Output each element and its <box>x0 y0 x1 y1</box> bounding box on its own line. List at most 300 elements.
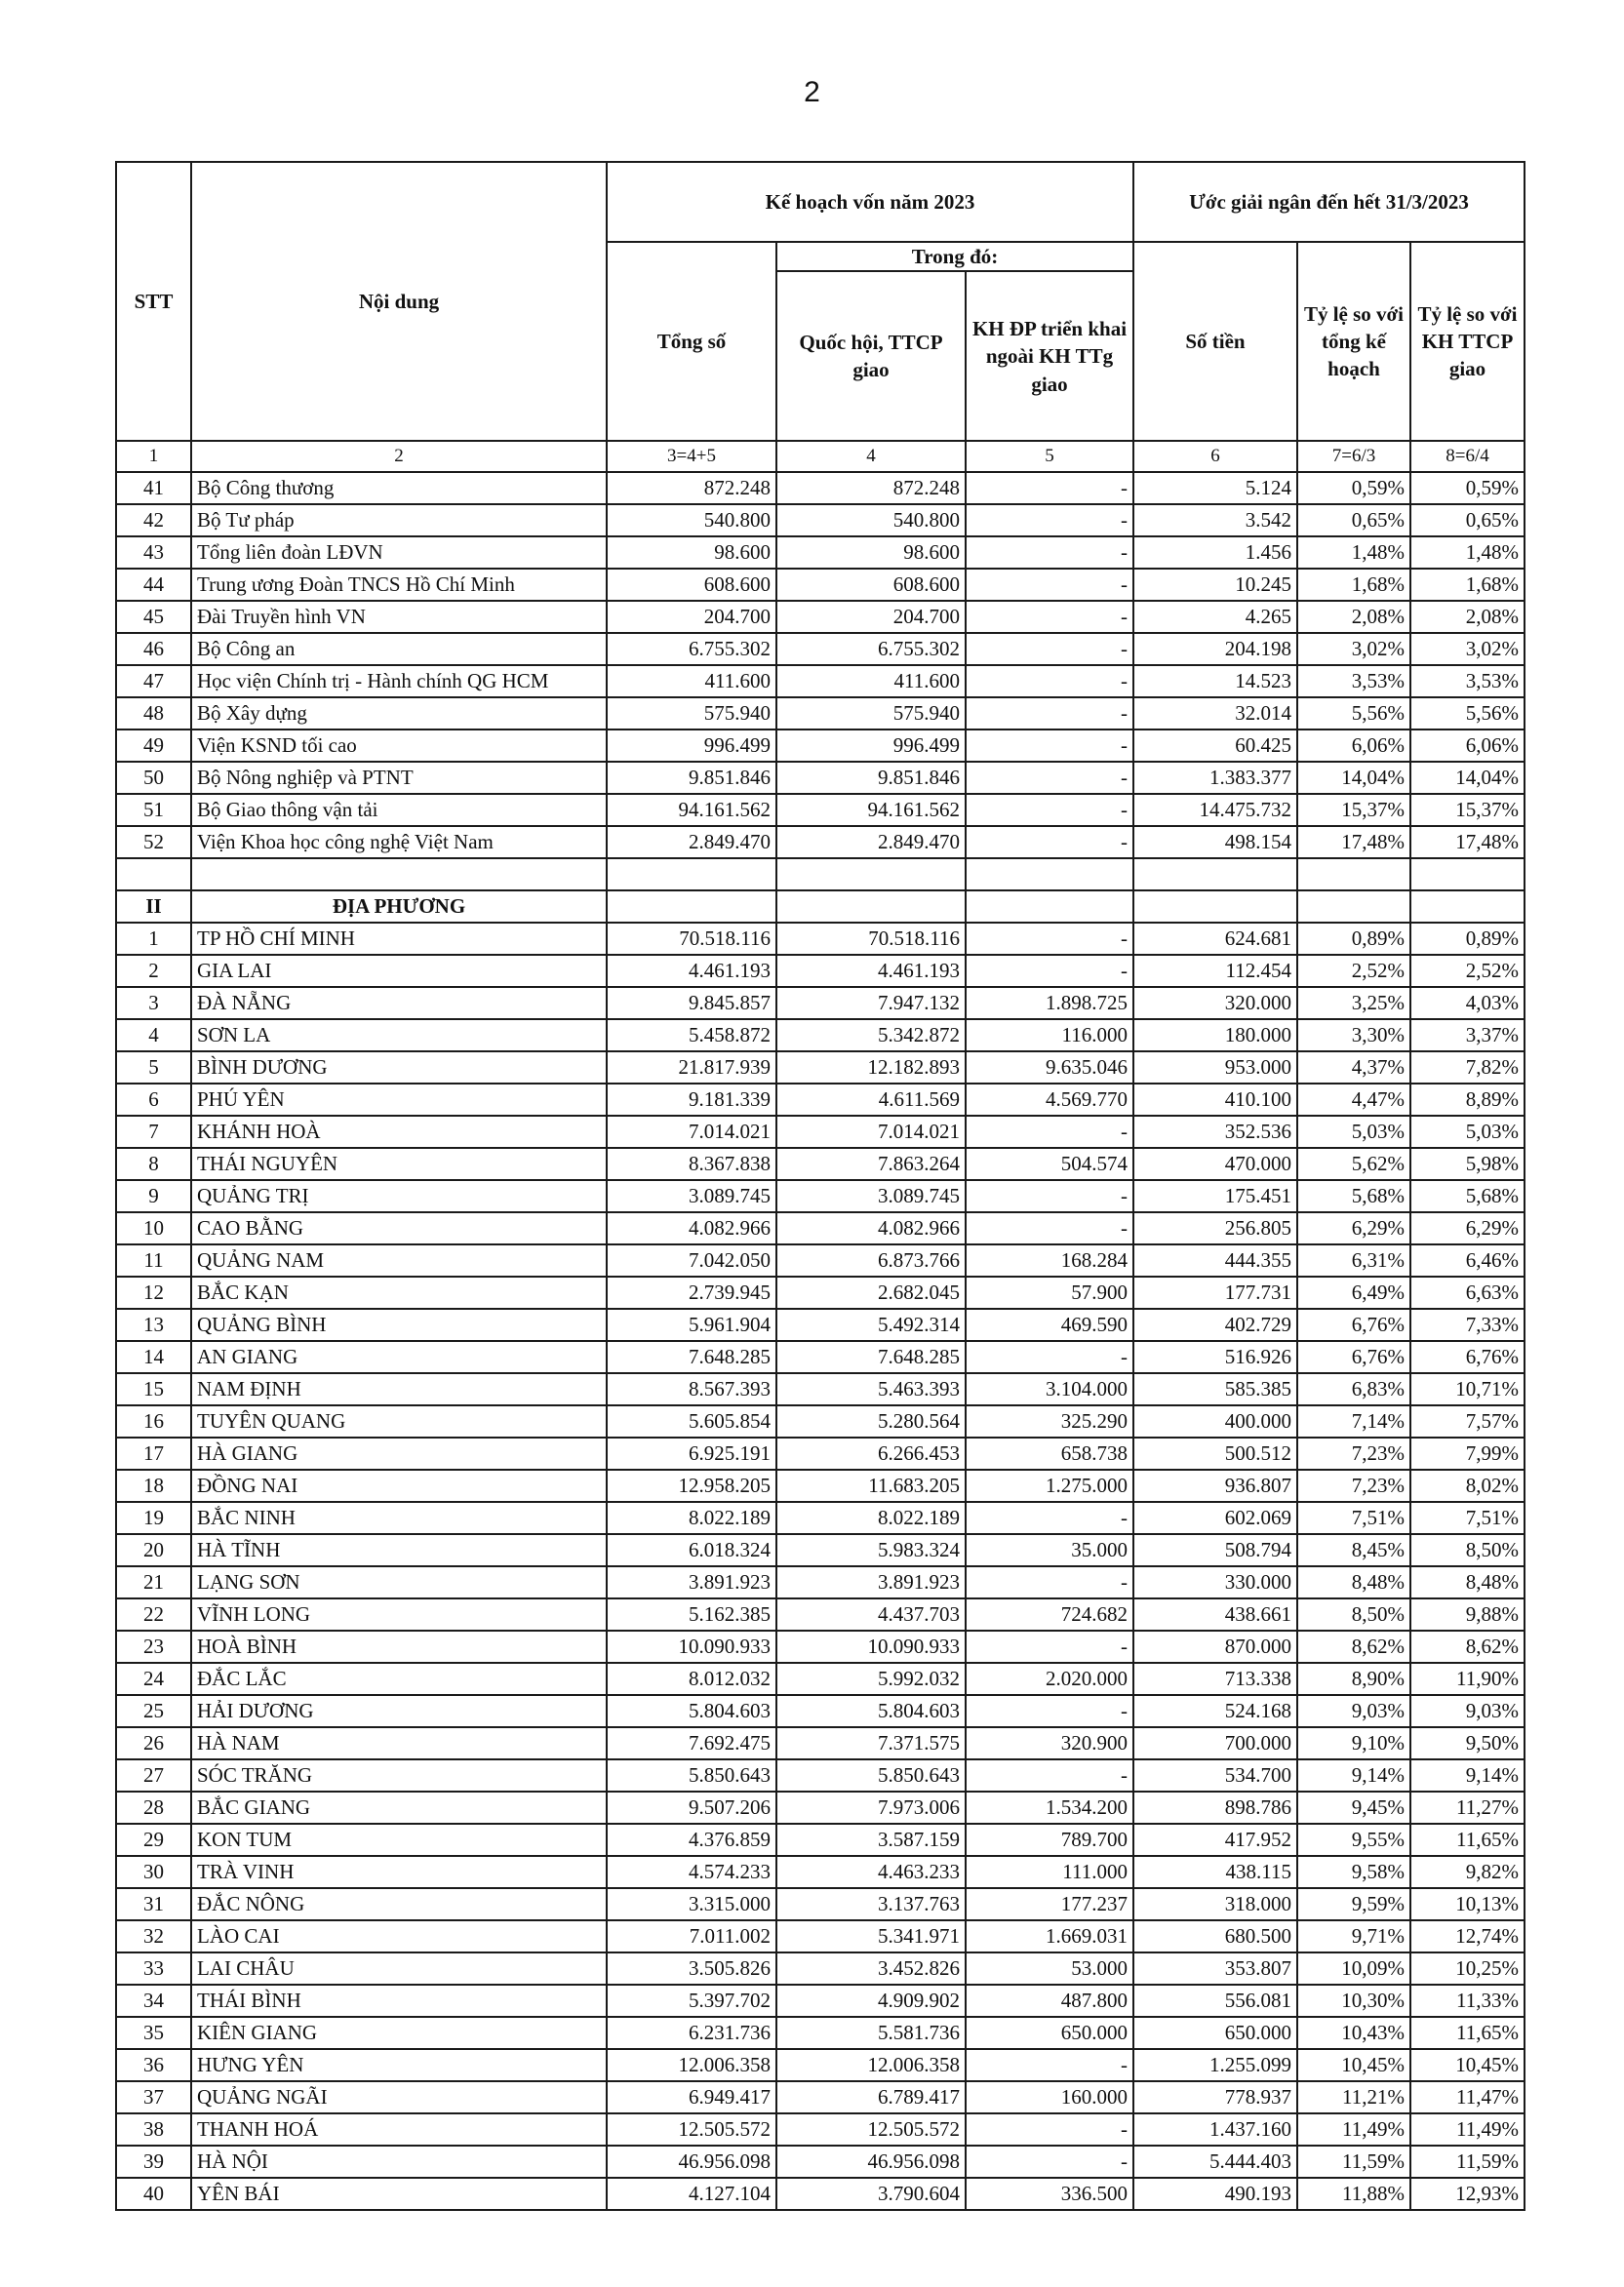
cell-ty-le-tong: 10,30% <box>1297 1985 1410 2017</box>
cell-stt: 45 <box>116 601 191 633</box>
cell-ty-le-tong: 8,48% <box>1297 1566 1410 1598</box>
cell-ty-le-kh: 9,50% <box>1410 1727 1525 1759</box>
cell-ty-le-kh: 7,99% <box>1410 1438 1525 1470</box>
cell-ty-le-kh: 0,65% <box>1410 504 1525 536</box>
cell-quoc-hoi: 7.973.006 <box>776 1792 966 1824</box>
cell-kh-dp: 1.898.725 <box>966 987 1133 1019</box>
cell-ty-le-kh: 2,52% <box>1410 955 1525 987</box>
cell-stt: 43 <box>116 536 191 569</box>
cell-kh-dp: 1.275.000 <box>966 1470 1133 1502</box>
cell-ty-le-tong: 9,55% <box>1297 1824 1410 1856</box>
cell-so-tien: 1.383.377 <box>1133 762 1297 794</box>
cell-quoc-hoi: 5.992.032 <box>776 1663 966 1695</box>
cell-kh-dp: - <box>966 794 1133 826</box>
cell-stt: 51 <box>116 794 191 826</box>
cell-ty-le-tong: 6,83% <box>1297 1373 1410 1405</box>
cell-so-tien: 353.807 <box>1133 1952 1297 1985</box>
cell-so-tien: 898.786 <box>1133 1792 1297 1824</box>
cell-ty-le-tong: 9,14% <box>1297 1759 1410 1792</box>
blank-cell <box>966 858 1133 890</box>
blank-cell <box>607 858 776 890</box>
cell-ty-le-kh: 17,48% <box>1410 826 1525 858</box>
cell-stt: 11 <box>116 1244 191 1277</box>
cell-tong-so: 2.739.945 <box>607 1277 776 1309</box>
cell-kh-dp: - <box>966 1180 1133 1212</box>
cell-stt: 30 <box>116 1856 191 1888</box>
cell-quoc-hoi: 2.682.045 <box>776 1277 966 1309</box>
col-number: 5 <box>966 441 1133 472</box>
cell-ty-le-kh: 11,59% <box>1410 2146 1525 2178</box>
cell-so-tien: 713.338 <box>1133 1663 1297 1695</box>
cell-quoc-hoi: 5.581.736 <box>776 2017 966 2049</box>
cell-quoc-hoi: 5.850.643 <box>776 1759 966 1792</box>
cell-kh-dp: 9.635.046 <box>966 1051 1133 1084</box>
cell-stt: 50 <box>116 762 191 794</box>
cell-ty-le-kh: 3,02% <box>1410 633 1525 665</box>
blank-cell <box>607 890 776 923</box>
cell-ty-le-tong: 9,71% <box>1297 1920 1410 1952</box>
table-row <box>116 2017 1525 2049</box>
cell-ty-le-kh: 1,68% <box>1410 569 1525 601</box>
cell-tong-so: 6.231.736 <box>607 2017 776 2049</box>
table-row <box>116 1019 1525 1051</box>
header-ty-le-tong: Tỷ lệ so với tổng kế hoạch <box>1297 242 1410 441</box>
cell-noi-dung: LÀO CAI <box>191 1920 607 1952</box>
cell-tong-so: 5.961.904 <box>607 1309 776 1341</box>
cell-kh-dp: 469.590 <box>966 1309 1133 1341</box>
cell-so-tien: 5.444.403 <box>1133 2146 1297 2178</box>
table-row <box>116 601 1525 633</box>
cell-ty-le-kh: 8,02% <box>1410 1470 1525 1502</box>
header-uoc-giai-ngan: Ước giải ngân đến hết 31/3/2023 <box>1133 162 1525 242</box>
cell-quoc-hoi: 46.956.098 <box>776 2146 966 2178</box>
cell-tong-so: 8.022.189 <box>607 1502 776 1534</box>
col-number: 8=6/4 <box>1410 441 1525 472</box>
cell-quoc-hoi: 7.947.132 <box>776 987 966 1019</box>
cell-ty-le-kh: 11,27% <box>1410 1792 1525 1824</box>
cell-ty-le-tong: 9,59% <box>1297 1888 1410 1920</box>
cell-quoc-hoi: 7.648.285 <box>776 1341 966 1373</box>
cell-quoc-hoi: 996.499 <box>776 729 966 762</box>
cell-stt: 23 <box>116 1631 191 1663</box>
cell-tong-so: 4.574.233 <box>607 1856 776 1888</box>
cell-stt: 44 <box>116 569 191 601</box>
cell-tong-so: 9.181.339 <box>607 1084 776 1116</box>
col-number: 1 <box>116 441 191 472</box>
cell-quoc-hoi: 7.863.264 <box>776 1148 966 1180</box>
cell-stt: 49 <box>116 729 191 762</box>
column-number-row <box>116 441 1525 472</box>
cell-ty-le-tong: 10,45% <box>1297 2049 1410 2081</box>
cell-kh-dp: - <box>966 762 1133 794</box>
cell-tong-so: 7.692.475 <box>607 1727 776 1759</box>
table-row <box>116 1727 1525 1759</box>
cell-so-tien: 1.255.099 <box>1133 2049 1297 2081</box>
cell-tong-so: 4.127.104 <box>607 2178 776 2210</box>
cell-tong-so: 21.817.939 <box>607 1051 776 1084</box>
cell-kh-dp: 2.020.000 <box>966 1663 1133 1695</box>
cell-so-tien: 60.425 <box>1133 729 1297 762</box>
cell-quoc-hoi: 540.800 <box>776 504 966 536</box>
table-row <box>116 1341 1525 1373</box>
cell-tong-so: 608.600 <box>607 569 776 601</box>
cell-quoc-hoi: 4.463.233 <box>776 1856 966 1888</box>
table-row <box>116 1212 1525 1244</box>
cell-ty-le-kh: 10,45% <box>1410 2049 1525 2081</box>
blank-cell <box>1133 890 1297 923</box>
cell-tong-so: 4.461.193 <box>607 955 776 987</box>
table-row <box>116 1309 1525 1341</box>
cell-ty-le-tong: 1,48% <box>1297 536 1410 569</box>
cell-ty-le-kh: 7,51% <box>1410 1502 1525 1534</box>
cell-stt: 27 <box>116 1759 191 1792</box>
cell-noi-dung: Bộ Công thương <box>191 472 607 504</box>
cell-noi-dung: Bộ Giao thông vận tải <box>191 794 607 826</box>
table-row <box>116 826 1525 858</box>
cell-so-tien: 438.661 <box>1133 1598 1297 1631</box>
cell-stt: 35 <box>116 2017 191 2049</box>
table-row <box>116 1631 1525 1663</box>
cell-quoc-hoi: 5.492.314 <box>776 1309 966 1341</box>
header-trong-do: Trong đó: <box>776 242 1133 271</box>
table-row <box>116 1824 1525 1856</box>
table-row <box>116 1888 1525 1920</box>
cell-so-tien: 444.355 <box>1133 1244 1297 1277</box>
cell-noi-dung: BẮC GIANG <box>191 1792 607 1824</box>
cell-ty-le-kh: 5,56% <box>1410 697 1525 729</box>
cell-kh-dp: - <box>966 2049 1133 2081</box>
cell-quoc-hoi: 3.891.923 <box>776 1566 966 1598</box>
cell-noi-dung: VĨNH LONG <box>191 1598 607 1631</box>
header-quoc-hoi: Quốc hội, TTCP giao <box>776 271 966 441</box>
cell-so-tien: 14.523 <box>1133 665 1297 697</box>
cell-so-tien: 534.700 <box>1133 1759 1297 1792</box>
cell-quoc-hoi: 5.983.324 <box>776 1534 966 1566</box>
cell-so-tien: 417.952 <box>1133 1824 1297 1856</box>
cell-noi-dung: Bộ Nông nghiệp và PTNT <box>191 762 607 794</box>
cell-kh-dp: - <box>966 569 1133 601</box>
cell-kh-dp: 320.900 <box>966 1727 1133 1759</box>
cell-kh-dp: - <box>966 472 1133 504</box>
cell-quoc-hoi: 4.461.193 <box>776 955 966 987</box>
cell-noi-dung: TP HỒ CHÍ MINH <box>191 923 607 955</box>
cell-ty-le-tong: 5,68% <box>1297 1180 1410 1212</box>
cell-kh-dp: 724.682 <box>966 1598 1133 1631</box>
blank-cell <box>776 858 966 890</box>
cell-noi-dung: YÊN BÁI <box>191 2178 607 2210</box>
cell-noi-dung: CAO BẰNG <box>191 1212 607 1244</box>
cell-so-tien: 14.475.732 <box>1133 794 1297 826</box>
cell-stt: 3 <box>116 987 191 1019</box>
table-row <box>116 1470 1525 1502</box>
cell-ty-le-tong: 9,45% <box>1297 1792 1410 1824</box>
cell-stt: 42 <box>116 504 191 536</box>
cell-ty-le-kh: 6,63% <box>1410 1277 1525 1309</box>
table-row <box>116 987 1525 1019</box>
disbursement-table <box>115 161 1525 2211</box>
cell-so-tien: 500.512 <box>1133 1438 1297 1470</box>
cell-stt: 8 <box>116 1148 191 1180</box>
cell-tong-so: 204.700 <box>607 601 776 633</box>
table-row <box>116 1180 1525 1212</box>
cell-noi-dung: HÀ TĨNH <box>191 1534 607 1566</box>
cell-ty-le-tong: 4,47% <box>1297 1084 1410 1116</box>
cell-quoc-hoi: 4.437.703 <box>776 1598 966 1631</box>
cell-ty-le-kh: 3,37% <box>1410 1019 1525 1051</box>
cell-kh-dp: - <box>966 1341 1133 1373</box>
cell-stt: 2 <box>116 955 191 987</box>
cell-ty-le-kh: 11,33% <box>1410 1985 1525 2017</box>
cell-ty-le-kh: 15,37% <box>1410 794 1525 826</box>
cell-so-tien: 320.000 <box>1133 987 1297 1019</box>
cell-stt: 48 <box>116 697 191 729</box>
col-number: 7=6/3 <box>1297 441 1410 472</box>
cell-kh-dp: - <box>966 2113 1133 2146</box>
cell-stt: 15 <box>116 1373 191 1405</box>
blank-cell <box>1410 858 1525 890</box>
cell-tong-so: 5.397.702 <box>607 1985 776 2017</box>
cell-noi-dung: Bộ Công an <box>191 633 607 665</box>
cell-ty-le-tong: 6,49% <box>1297 1277 1410 1309</box>
cell-kh-dp: 658.738 <box>966 1438 1133 1470</box>
section-title: ĐỊA PHƯƠNG <box>191 890 607 923</box>
cell-so-tien: 112.454 <box>1133 955 1297 987</box>
cell-stt: 41 <box>116 472 191 504</box>
cell-kh-dp: 111.000 <box>966 1856 1133 1888</box>
cell-kh-dp: 177.237 <box>966 1888 1133 1920</box>
table-row <box>116 633 1525 665</box>
cell-tong-so: 411.600 <box>607 665 776 697</box>
table-row <box>116 1985 1525 2017</box>
table-row <box>116 536 1525 569</box>
cell-so-tien: 180.000 <box>1133 1019 1297 1051</box>
cell-noi-dung: ĐẮC LẮC <box>191 1663 607 1695</box>
cell-ty-le-kh: 5,98% <box>1410 1148 1525 1180</box>
cell-quoc-hoi: 6.755.302 <box>776 633 966 665</box>
table-row <box>116 1695 1525 1727</box>
col-number: 2 <box>191 441 607 472</box>
header-tong-so: Tổng số <box>607 242 776 441</box>
table-row <box>116 1759 1525 1792</box>
cell-tong-so: 872.248 <box>607 472 776 504</box>
cell-ty-le-kh: 8,48% <box>1410 1566 1525 1598</box>
cell-noi-dung: AN GIANG <box>191 1341 607 1373</box>
cell-stt: 19 <box>116 1502 191 1534</box>
cell-noi-dung: ĐỒNG NAI <box>191 1470 607 1502</box>
cell-stt: 25 <box>116 1695 191 1727</box>
cell-kh-dp: 57.900 <box>966 1277 1133 1309</box>
cell-tong-so: 3.505.826 <box>607 1952 776 1985</box>
cell-tong-so: 7.648.285 <box>607 1341 776 1373</box>
cell-noi-dung: HẢI DƯƠNG <box>191 1695 607 1727</box>
cell-ty-le-kh: 7,82% <box>1410 1051 1525 1084</box>
cell-ty-le-tong: 6,29% <box>1297 1212 1410 1244</box>
cell-tong-so: 3.089.745 <box>607 1180 776 1212</box>
cell-ty-le-kh: 8,89% <box>1410 1084 1525 1116</box>
cell-stt: 26 <box>116 1727 191 1759</box>
cell-quoc-hoi: 3.452.826 <box>776 1952 966 1985</box>
cell-so-tien: 680.500 <box>1133 1920 1297 1952</box>
cell-ty-le-kh: 6,06% <box>1410 729 1525 762</box>
cell-noi-dung: ĐẮC NÔNG <box>191 1888 607 1920</box>
cell-ty-le-kh: 6,29% <box>1410 1212 1525 1244</box>
cell-ty-le-tong: 2,52% <box>1297 955 1410 987</box>
table-row <box>116 2178 1525 2210</box>
table-row <box>116 569 1525 601</box>
cell-ty-le-tong: 17,48% <box>1297 826 1410 858</box>
cell-tong-so: 12.958.205 <box>607 1470 776 1502</box>
cell-noi-dung: Học viện Chính trị - Hành chính QG HCM <box>191 665 607 697</box>
cell-noi-dung: THÁI BÌNH <box>191 1985 607 2017</box>
cell-ty-le-tong: 7,23% <box>1297 1438 1410 1470</box>
table-row <box>116 472 1525 504</box>
cell-stt: 16 <box>116 1405 191 1438</box>
cell-kh-dp: - <box>966 1566 1133 1598</box>
cell-tong-so: 8.567.393 <box>607 1373 776 1405</box>
cell-stt: 22 <box>116 1598 191 1631</box>
cell-so-tien: 318.000 <box>1133 1888 1297 1920</box>
cell-so-tien: 650.000 <box>1133 2017 1297 2049</box>
section-header-row <box>116 890 1525 923</box>
cell-stt: 38 <box>116 2113 191 2146</box>
cell-stt: 28 <box>116 1792 191 1824</box>
cell-tong-so: 94.161.562 <box>607 794 776 826</box>
cell-so-tien: 4.265 <box>1133 601 1297 633</box>
cell-tong-so: 70.518.116 <box>607 923 776 955</box>
cell-so-tien: 936.807 <box>1133 1470 1297 1502</box>
cell-so-tien: 470.000 <box>1133 1148 1297 1180</box>
cell-stt: 20 <box>116 1534 191 1566</box>
cell-so-tien: 556.081 <box>1133 1985 1297 2017</box>
table-row <box>116 2081 1525 2113</box>
cell-tong-so: 8.012.032 <box>607 1663 776 1695</box>
cell-quoc-hoi: 5.341.971 <box>776 1920 966 1952</box>
cell-so-tien: 870.000 <box>1133 1631 1297 1663</box>
cell-so-tien: 3.542 <box>1133 504 1297 536</box>
cell-tong-so: 5.458.872 <box>607 1019 776 1051</box>
cell-ty-le-kh: 11,65% <box>1410 2017 1525 2049</box>
cell-stt: 10 <box>116 1212 191 1244</box>
cell-stt: 18 <box>116 1470 191 1502</box>
cell-noi-dung: THÁI NGUYÊN <box>191 1148 607 1180</box>
cell-ty-le-tong: 5,56% <box>1297 697 1410 729</box>
cell-kh-dp: 4.569.770 <box>966 1084 1133 1116</box>
cell-ty-le-tong: 8,62% <box>1297 1631 1410 1663</box>
cell-quoc-hoi: 6.873.766 <box>776 1244 966 1277</box>
cell-stt: 36 <box>116 2049 191 2081</box>
cell-tong-so: 5.605.854 <box>607 1405 776 1438</box>
cell-stt: 31 <box>116 1888 191 1920</box>
cell-kh-dp: 789.700 <box>966 1824 1133 1856</box>
cell-ty-le-tong: 6,06% <box>1297 729 1410 762</box>
blank-cell <box>191 858 607 890</box>
table-row <box>116 1084 1525 1116</box>
cell-stt: 52 <box>116 826 191 858</box>
cell-tong-so: 7.014.021 <box>607 1116 776 1148</box>
cell-ty-le-kh: 11,65% <box>1410 1824 1525 1856</box>
cell-ty-le-tong: 0,89% <box>1297 923 1410 955</box>
cell-ty-le-tong: 6,76% <box>1297 1309 1410 1341</box>
table-row <box>116 697 1525 729</box>
table-row <box>116 1534 1525 1566</box>
cell-ty-le-kh: 9,14% <box>1410 1759 1525 1792</box>
cell-ty-le-tong: 10,43% <box>1297 2017 1410 2049</box>
cell-so-tien: 508.794 <box>1133 1534 1297 1566</box>
cell-tong-so: 7.042.050 <box>607 1244 776 1277</box>
cell-tong-so: 2.849.470 <box>607 826 776 858</box>
blank-cell <box>116 858 191 890</box>
cell-ty-le-kh: 0,59% <box>1410 472 1525 504</box>
blank-cell <box>1297 858 1410 890</box>
cell-ty-le-tong: 2,08% <box>1297 601 1410 633</box>
table-row <box>116 1244 1525 1277</box>
cell-ty-le-kh: 10,13% <box>1410 1888 1525 1920</box>
cell-noi-dung: PHÚ YÊN <box>191 1084 607 1116</box>
table-row <box>116 665 1525 697</box>
cell-so-tien: 490.193 <box>1133 2178 1297 2210</box>
cell-noi-dung: QUẢNG NAM <box>191 1244 607 1277</box>
blank-cell <box>1410 890 1525 923</box>
cell-ty-le-kh: 10,25% <box>1410 1952 1525 1985</box>
cell-kh-dp: 336.500 <box>966 2178 1133 2210</box>
cell-ty-le-tong: 11,59% <box>1297 2146 1410 2178</box>
table-row <box>116 794 1525 826</box>
cell-so-tien: 498.154 <box>1133 826 1297 858</box>
cell-noi-dung: Bộ Xây dựng <box>191 697 607 729</box>
cell-tong-so: 12.505.572 <box>607 2113 776 2146</box>
cell-noi-dung: KIÊN GIANG <box>191 2017 607 2049</box>
cell-stt: 39 <box>116 2146 191 2178</box>
cell-ty-le-tong: 15,37% <box>1297 794 1410 826</box>
cell-noi-dung: HÀ NỘI <box>191 2146 607 2178</box>
cell-quoc-hoi: 3.587.159 <box>776 1824 966 1856</box>
table-row <box>116 923 1525 955</box>
cell-noi-dung: Tổng liên đoàn LĐVN <box>191 536 607 569</box>
cell-ty-le-tong: 3,02% <box>1297 633 1410 665</box>
cell-noi-dung: QUẢNG NGÃI <box>191 2081 607 2113</box>
table-row <box>116 762 1525 794</box>
cell-quoc-hoi: 411.600 <box>776 665 966 697</box>
table-row <box>116 2049 1525 2081</box>
cell-noi-dung: Viện Khoa học công nghệ Việt Nam <box>191 826 607 858</box>
cell-so-tien: 177.731 <box>1133 1277 1297 1309</box>
cell-quoc-hoi: 5.342.872 <box>776 1019 966 1051</box>
cell-so-tien: 330.000 <box>1133 1566 1297 1598</box>
cell-tong-so: 98.600 <box>607 536 776 569</box>
cell-so-tien: 953.000 <box>1133 1051 1297 1084</box>
cell-ty-le-kh: 9,03% <box>1410 1695 1525 1727</box>
cell-ty-le-tong: 6,76% <box>1297 1341 1410 1373</box>
cell-ty-le-kh: 6,76% <box>1410 1341 1525 1373</box>
cell-noi-dung: GIA LAI <box>191 955 607 987</box>
cell-ty-le-kh: 14,04% <box>1410 762 1525 794</box>
cell-noi-dung: QUẢNG TRỊ <box>191 1180 607 1212</box>
cell-noi-dung: Trung ương Đoàn TNCS Hồ Chí Minh <box>191 569 607 601</box>
cell-noi-dung: ĐÀ NẴNG <box>191 987 607 1019</box>
cell-stt: 12 <box>116 1277 191 1309</box>
cell-kh-dp: 168.284 <box>966 1244 1133 1277</box>
cell-ty-le-tong: 11,88% <box>1297 2178 1410 2210</box>
cell-tong-so: 3.315.000 <box>607 1888 776 1920</box>
table-row <box>116 729 1525 762</box>
cell-stt: 13 <box>116 1309 191 1341</box>
cell-tong-so: 5.162.385 <box>607 1598 776 1631</box>
cell-so-tien: 5.124 <box>1133 472 1297 504</box>
cell-quoc-hoi: 5.463.393 <box>776 1373 966 1405</box>
table-row <box>116 1148 1525 1180</box>
cell-so-tien: 1.456 <box>1133 536 1297 569</box>
cell-tong-so: 4.376.859 <box>607 1824 776 1856</box>
